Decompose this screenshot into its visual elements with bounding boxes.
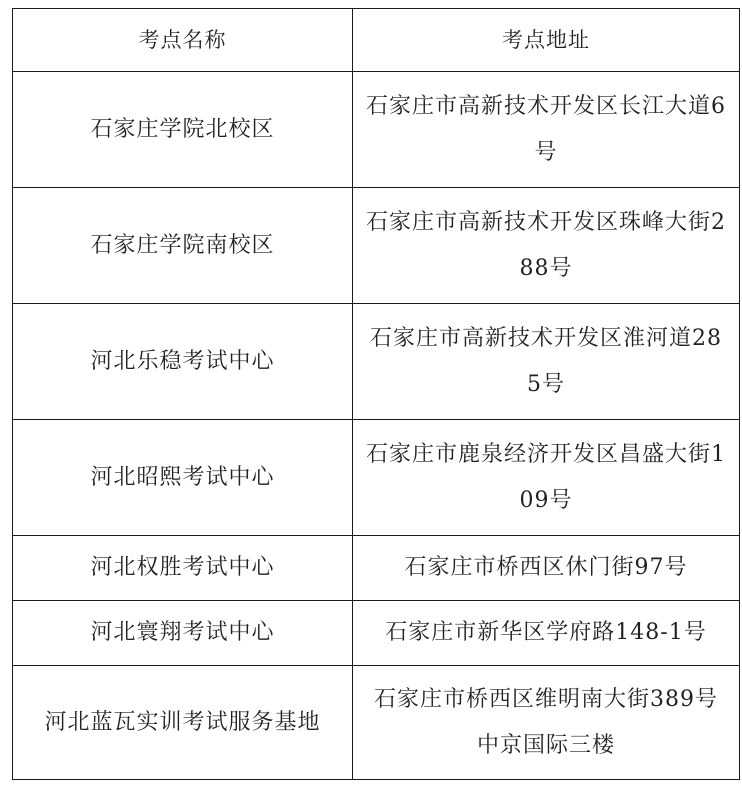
header-venue-address: 考点地址 [353,9,740,72]
table-row [13,72,740,188]
venue-name-cell: 河北寰翔考试中心 [13,601,353,666]
venue-name-cell: 石家庄学院北校区 [13,72,353,188]
table-row [13,536,740,601]
exam-venue-table [12,8,740,780]
venue-address-cell: 石家庄市高新技术开发区珠峰大街288号 [353,188,740,304]
table-row [13,601,740,666]
table-row [13,420,740,536]
venue-address-cell: 石家庄市桥西区维明南大街389号中京国际三楼 [353,666,740,780]
venue-name-cell: 河北权胜考试中心 [13,536,353,601]
table-header-row [13,9,740,72]
header-venue-name: 考点名称 [13,9,353,72]
table-row [13,666,740,780]
venue-name-cell: 石家庄学院南校区 [13,188,353,304]
venue-address-cell: 石家庄市高新技术开发区淮河道285号 [353,304,740,420]
venue-name-cell: 河北乐稳考试中心 [13,304,353,420]
venue-address-cell: 石家庄市高新技术开发区长江大道6号 [353,72,740,188]
venue-name-cell: 河北蓝瓦实训考试服务基地 [13,666,353,780]
venue-address-cell: 石家庄市桥西区休门街97号 [353,536,740,601]
table-row [13,188,740,304]
venue-address-cell: 石家庄市鹿泉经济开发区昌盛大街109号 [353,420,740,536]
table-row [13,304,740,420]
venue-address-cell: 石家庄市新华区学府路148-1号 [353,601,740,666]
venue-name-cell: 河北昭熙考试中心 [13,420,353,536]
